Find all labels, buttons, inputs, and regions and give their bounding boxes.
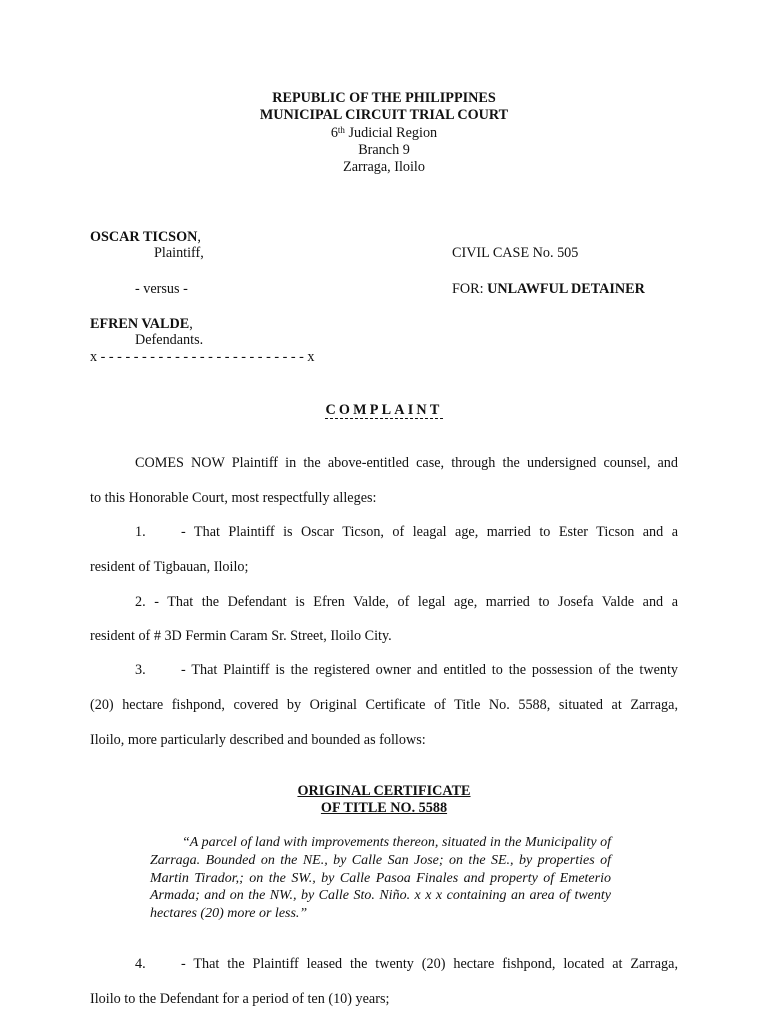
defendant-name-text: EFREN VALDE	[90, 316, 190, 332]
para-4-number: 4.	[135, 956, 146, 972]
complaint-title-wrap	[0, 402, 768, 419]
para-1-number: 1.	[135, 524, 146, 540]
defendant-name	[90, 316, 193, 333]
plaintiff-name-text: OSCAR TICSON	[90, 229, 198, 245]
para-3-line-1: - That Plaintiff is the registered owner and entitled to the possession of the twenty	[181, 662, 678, 678]
defendant-comma: ,	[189, 316, 193, 332]
plaintiff-comma: ,	[197, 229, 201, 245]
para-3-line-3: Iloilo, more particularly described and bounded as follows:	[90, 732, 426, 748]
oct-title-line-2-text: OF TITLE NO. 5588	[320, 800, 448, 816]
versus-label: - versus -	[135, 281, 188, 297]
header-branch: Branch 9	[358, 142, 410, 158]
region-label: Judicial Region	[344, 125, 438, 141]
case-nature-label: FOR:	[452, 281, 488, 297]
para-2-line-2: resident of # 3D Fermin Caram Sr. Street, Iloilo City.	[90, 628, 392, 644]
para-4-line-1: - That the Plaintiff leased the twenty (20) hectare fishpond, located at Zarraga,	[181, 956, 678, 972]
header-region	[0, 125, 768, 142]
property-description-quote: “A parcel of land with improvements thereon, situated in the Municipality of Zarraga. Bounded on the NE., by Calle San Jose; on the SE., by properties of Martin Tirador,; on the SW., by Calle Pasoa Finales and property of Emeterio Armada; and on the NW., by Calle Sto. Niño. x x x containing an area of twenty hectares (20) more or less.”	[150, 835, 611, 922]
para-4-line-2: Iloilo to the Defendant for a period of ten (10) years;	[90, 991, 390, 1007]
oct-title-line-1-text: ORIGINAL CERTIFICATE	[297, 783, 471, 799]
oct-title-line-1	[0, 783, 768, 800]
para-2-line-1: 2. - That the Defendant is Efren Valde, of legal age, married to Josefa Valde and a	[135, 594, 678, 610]
plaintiff-role: Plaintiff,	[154, 245, 204, 261]
complaint-title: COMPLAINT	[325, 402, 443, 418]
para-1-line-2: resident of Tigbauan, Iloilo;	[90, 559, 249, 575]
region-suffix: th	[337, 125, 345, 135]
plaintiff-name	[90, 229, 201, 246]
case-number: CIVIL CASE No. 505	[452, 245, 579, 261]
para-3-number: 3.	[135, 662, 146, 678]
case-nature	[452, 281, 645, 298]
header-location: Zarraga, Iloilo	[343, 159, 425, 175]
defendant-role: Defendants.	[135, 332, 204, 348]
header-republic: REPUBLIC OF THE PHILIPPINES	[272, 90, 496, 106]
para-1-line-1: - That Plaintiff is Oscar Ticson, of leagal age, married to Ester Ticson and a	[181, 524, 678, 540]
oct-title-line-2	[0, 800, 768, 817]
para-3-line-2: (20) hectare fishpond, covered by Original Certificate of Title No. 5588, situated at Zarraga,	[90, 697, 678, 713]
header-court: MUNICIPAL CIRCUIT TRIAL COURT	[259, 107, 509, 123]
region-number: 6	[330, 125, 338, 141]
intro-line-1: COMES NOW Plaintiff in the above-entitled case, through the undersigned counsel, and	[135, 455, 678, 471]
intro-line-2: to this Honorable Court, most respectfully alleges:	[90, 490, 377, 506]
case-nature-value: UNLAWFUL DETAINER	[487, 281, 645, 297]
caption-separator: x - - - - - - - - - - - - - - - - - - - - - - - - - x	[90, 349, 315, 365]
